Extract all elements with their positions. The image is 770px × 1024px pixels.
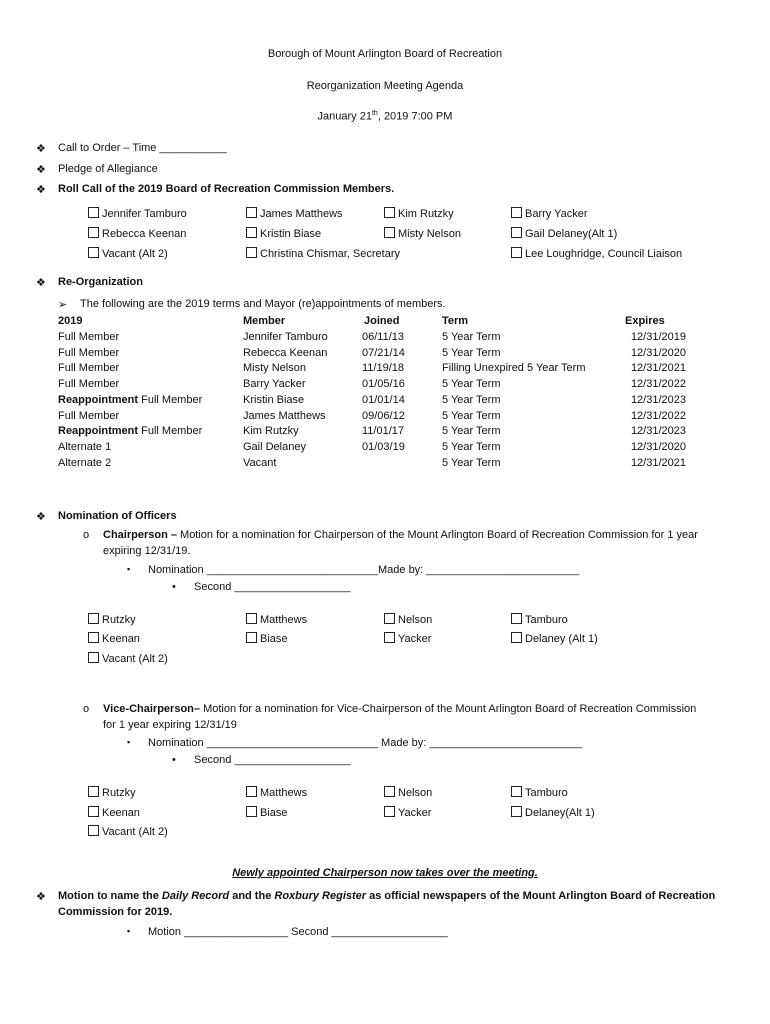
reorg-heading: Re-Organization (58, 276, 143, 288)
roll-call-checkbox[interactable]: Kristin Biase (246, 227, 321, 240)
checkbox-icon[interactable] (384, 786, 395, 797)
square-bullet-icon: ▪ (127, 564, 131, 574)
row-term: Filling Unexpired 5 Year Term (442, 362, 586, 374)
meeting-date: January 21th, 2019 7:00 PM (317, 110, 453, 123)
row-member-type: Reappointment Full Member (58, 394, 203, 406)
checkbox-icon[interactable] (88, 806, 99, 817)
roll-call-checkbox[interactable]: Misty Nelson (384, 227, 461, 240)
row-term: 5 Year Term (442, 347, 501, 359)
row-joined: 01/05/16 (362, 378, 405, 390)
row-term: 5 Year Term (442, 441, 501, 453)
row-member-type: Alternate 1 (58, 441, 112, 453)
pledge: Pledge of Allegiance (58, 163, 158, 175)
vice-nomination-line[interactable]: Nomination ____________________________ Made by: _________________________ (148, 737, 583, 749)
checkbox-icon[interactable] (511, 207, 522, 218)
row-expires: 12/31/2022 (630, 378, 686, 390)
document-title: Reorganization Meeting Agenda (306, 80, 464, 92)
chair-vote-checkbox[interactable]: Delaney (Alt 1) (511, 632, 598, 645)
diamond-bullet-icon: ❖ (36, 143, 46, 155)
roll-call-checkbox[interactable]: Christina Chismar, Secretary (246, 247, 400, 260)
row-member-type: Full Member (58, 362, 120, 374)
vice-motion: Vice-Chairperson– Motion for a nomination for Vice-Chairperson of the Mount Arlington Board of Recreation Commission (103, 703, 697, 715)
vice-vote-checkbox[interactable]: Rutzky (88, 786, 136, 799)
row-term: 5 Year Term (442, 457, 501, 469)
diamond-bullet-icon: ❖ (36, 891, 46, 903)
row-joined: 11/19/18 (362, 362, 405, 374)
roll-call-checkbox[interactable]: James Matthews (246, 207, 343, 220)
row-member-name: Gail Delaney (243, 441, 306, 453)
square-bullet-icon: ▪ (127, 737, 131, 747)
reorg-intro: The following are the 2019 terms and Mayor (re)appointments of members. (80, 298, 446, 310)
chair-vote-checkbox[interactable]: Yacker (384, 632, 431, 645)
checkbox-icon[interactable] (511, 613, 522, 624)
row-member-type: Full Member (58, 331, 120, 343)
row-joined: 01/01/14 (362, 394, 405, 406)
checkbox-icon[interactable] (511, 247, 522, 258)
roll-call-checkbox[interactable]: Kim Rutzky (384, 207, 454, 220)
takeover-note: Newly appointed Chairperson now takes over the meeting. (232, 867, 538, 879)
call-to-order: Call to Order – Time ___________ (58, 142, 227, 154)
chair-vote-checkbox[interactable]: Keenan (88, 632, 140, 645)
col-header-member: Member (243, 315, 286, 327)
diamond-bullet-icon: ❖ (36, 511, 46, 523)
roll-call-checkbox[interactable]: Barry Yacker (511, 207, 588, 220)
chair-motion-line2: expiring 12/31/19. (103, 545, 191, 557)
diamond-bullet-icon: ❖ (36, 184, 46, 196)
row-term: 5 Year Term (442, 331, 501, 343)
row-joined: 07/21/14 (362, 347, 405, 359)
square-bullet-icon: ▪ (127, 926, 131, 936)
chair-vote-checkbox[interactable]: Rutzky (88, 613, 136, 626)
row-expires: 12/31/2021 (630, 362, 686, 374)
newspaper-motion-line[interactable]: Motion _________________ Second ___________________ (148, 926, 448, 938)
checkbox-icon[interactable] (88, 825, 99, 836)
chair-vote-checkbox[interactable]: Tamburo (511, 613, 568, 626)
col-header-joined: Joined (364, 315, 400, 327)
diamond-bullet-icon: ❖ (36, 164, 46, 176)
chair-vote-checkbox[interactable]: Biase (246, 632, 288, 645)
row-expires: 12/31/2021 (630, 457, 686, 469)
checkbox-icon[interactable] (246, 786, 257, 797)
row-term: 5 Year Term (442, 394, 501, 406)
checkbox-icon[interactable] (384, 227, 395, 238)
checkbox-icon[interactable] (246, 632, 257, 643)
col-header-year: 2019 (58, 315, 83, 327)
checkbox-icon[interactable] (384, 613, 395, 624)
col-header-expires: Expires (625, 315, 665, 327)
roll-call-checkbox[interactable]: Jennifer Tamburo (88, 207, 187, 220)
checkbox-icon[interactable] (384, 632, 395, 643)
row-member-name: Barry Yacker (243, 378, 306, 390)
row-joined: 06/11/13 (362, 331, 405, 343)
chair-vote-checkbox[interactable]: Nelson (384, 613, 432, 626)
row-term: 5 Year Term (442, 425, 501, 437)
row-member-name: Rebecca Keenan (243, 347, 328, 359)
checkbox-icon[interactable] (88, 207, 99, 218)
checkbox-icon[interactable] (511, 632, 522, 643)
roll-call-checkbox[interactable]: Gail Delaney(Alt 1) (511, 227, 617, 240)
row-expires: 12/31/2023 (630, 394, 686, 406)
chair-vote-checkbox[interactable]: Vacant (Alt 2) (88, 652, 168, 665)
vice-vote-checkbox[interactable]: Vacant (Alt 2) (88, 825, 168, 838)
chair-nomination-line[interactable]: Nomination ____________________________Made by: _________________________ (148, 564, 580, 576)
checkbox-icon[interactable] (88, 652, 99, 663)
roll-call-checkbox[interactable]: Vacant (Alt 2) (88, 247, 168, 260)
arrow-bullet-icon: ➢ (58, 299, 68, 311)
checkbox-icon[interactable] (384, 207, 395, 218)
row-member-name: Kim Rutzky (243, 425, 299, 437)
roll-call-heading: Roll Call of the 2019 Board of Recreation Commission Members. (58, 183, 395, 195)
row-expires: 12/31/2022 (630, 410, 686, 422)
row-joined: 11/01/17 (362, 425, 405, 437)
checkbox-icon[interactable] (88, 247, 99, 258)
newspaper-motion: Motion to name the Daily Record and the Roxbury Register as official newspapers of the Mount Arlington Board of Recreation (58, 890, 716, 902)
vice-vote-checkbox[interactable]: Yacker (384, 806, 431, 819)
row-expires: 12/31/2019 (630, 331, 686, 343)
row-member-type: Alternate 2 (58, 457, 112, 469)
row-member-name: Misty Nelson (243, 362, 306, 374)
row-member-type: Full Member (58, 347, 120, 359)
row-member-name: Kristin Biase (243, 394, 305, 406)
row-joined: 09/06/12 (362, 410, 405, 422)
vice-vote-checkbox[interactable]: Biase (246, 806, 288, 819)
row-expires: 12/31/2020 (630, 441, 686, 453)
nomination-heading: Nomination of Officers (58, 510, 177, 522)
checkbox-icon[interactable] (88, 786, 99, 797)
col-header-term: Term (442, 315, 469, 327)
checkbox-icon[interactable] (511, 786, 522, 797)
checkbox-icon[interactable] (88, 632, 99, 643)
vice-second-line[interactable]: Second ___________________ (194, 754, 351, 766)
row-member-name: James Matthews (243, 410, 326, 422)
dot-bullet-icon: • (172, 754, 176, 766)
checkbox-icon[interactable] (511, 806, 522, 817)
checkbox-icon[interactable] (88, 227, 99, 238)
diamond-bullet-icon: ❖ (36, 277, 46, 289)
checkbox-icon[interactable] (384, 806, 395, 817)
row-expires: 12/31/2020 (630, 347, 686, 359)
row-expires: 12/31/2023 (630, 425, 686, 437)
row-member-type: Full Member (58, 378, 120, 390)
checkbox-icon[interactable] (246, 806, 257, 817)
checkbox-icon[interactable] (246, 247, 257, 258)
circle-bullet-icon: o (83, 529, 90, 541)
checkbox-icon[interactable] (246, 613, 257, 624)
vice-vote-checkbox[interactable]: Matthews (246, 786, 307, 799)
checkbox-icon[interactable] (246, 227, 257, 238)
roll-call-checkbox[interactable]: Lee Loughridge, Council Liaison (511, 247, 682, 260)
vice-vote-checkbox[interactable]: Keenan (88, 806, 140, 819)
chair-motion: Chairperson – Motion for a nomination for Chairperson of the Mount Arlington Board of Recreation Commission for 1 year (103, 529, 698, 541)
roll-call-checkbox[interactable]: Rebecca Keenan (88, 227, 186, 240)
chair-vote-checkbox[interactable]: Matthews (246, 613, 307, 626)
vice-vote-checkbox[interactable]: Nelson (384, 786, 432, 799)
checkbox-icon[interactable] (88, 613, 99, 624)
row-member-type: Reappointment Full Member (58, 425, 203, 437)
newspaper-motion-line2: Commission for 2019. (58, 906, 173, 918)
checkbox-icon[interactable] (246, 207, 257, 218)
row-member-name: Jennifer Tamburo (243, 331, 328, 343)
vice-motion-line2: for 1 year expiring 12/31/19 (103, 719, 237, 731)
row-joined: 01/03/19 (362, 441, 405, 453)
row-member-name: Vacant (243, 457, 277, 469)
row-term: 5 Year Term (442, 410, 501, 422)
dot-bullet-icon: • (172, 581, 176, 593)
vice-vote-checkbox[interactable]: Delaney(Alt 1) (511, 806, 595, 819)
vice-vote-checkbox[interactable]: Tamburo (511, 786, 568, 799)
checkbox-icon[interactable] (511, 227, 522, 238)
circle-bullet-icon: o (83, 703, 90, 715)
row-member-type: Full Member (58, 410, 120, 422)
chair-second-line[interactable]: Second ___________________ (194, 581, 351, 593)
document-org: Borough of Mount Arlington Board of Recreation (267, 48, 503, 60)
row-term: 5 Year Term (442, 378, 501, 390)
